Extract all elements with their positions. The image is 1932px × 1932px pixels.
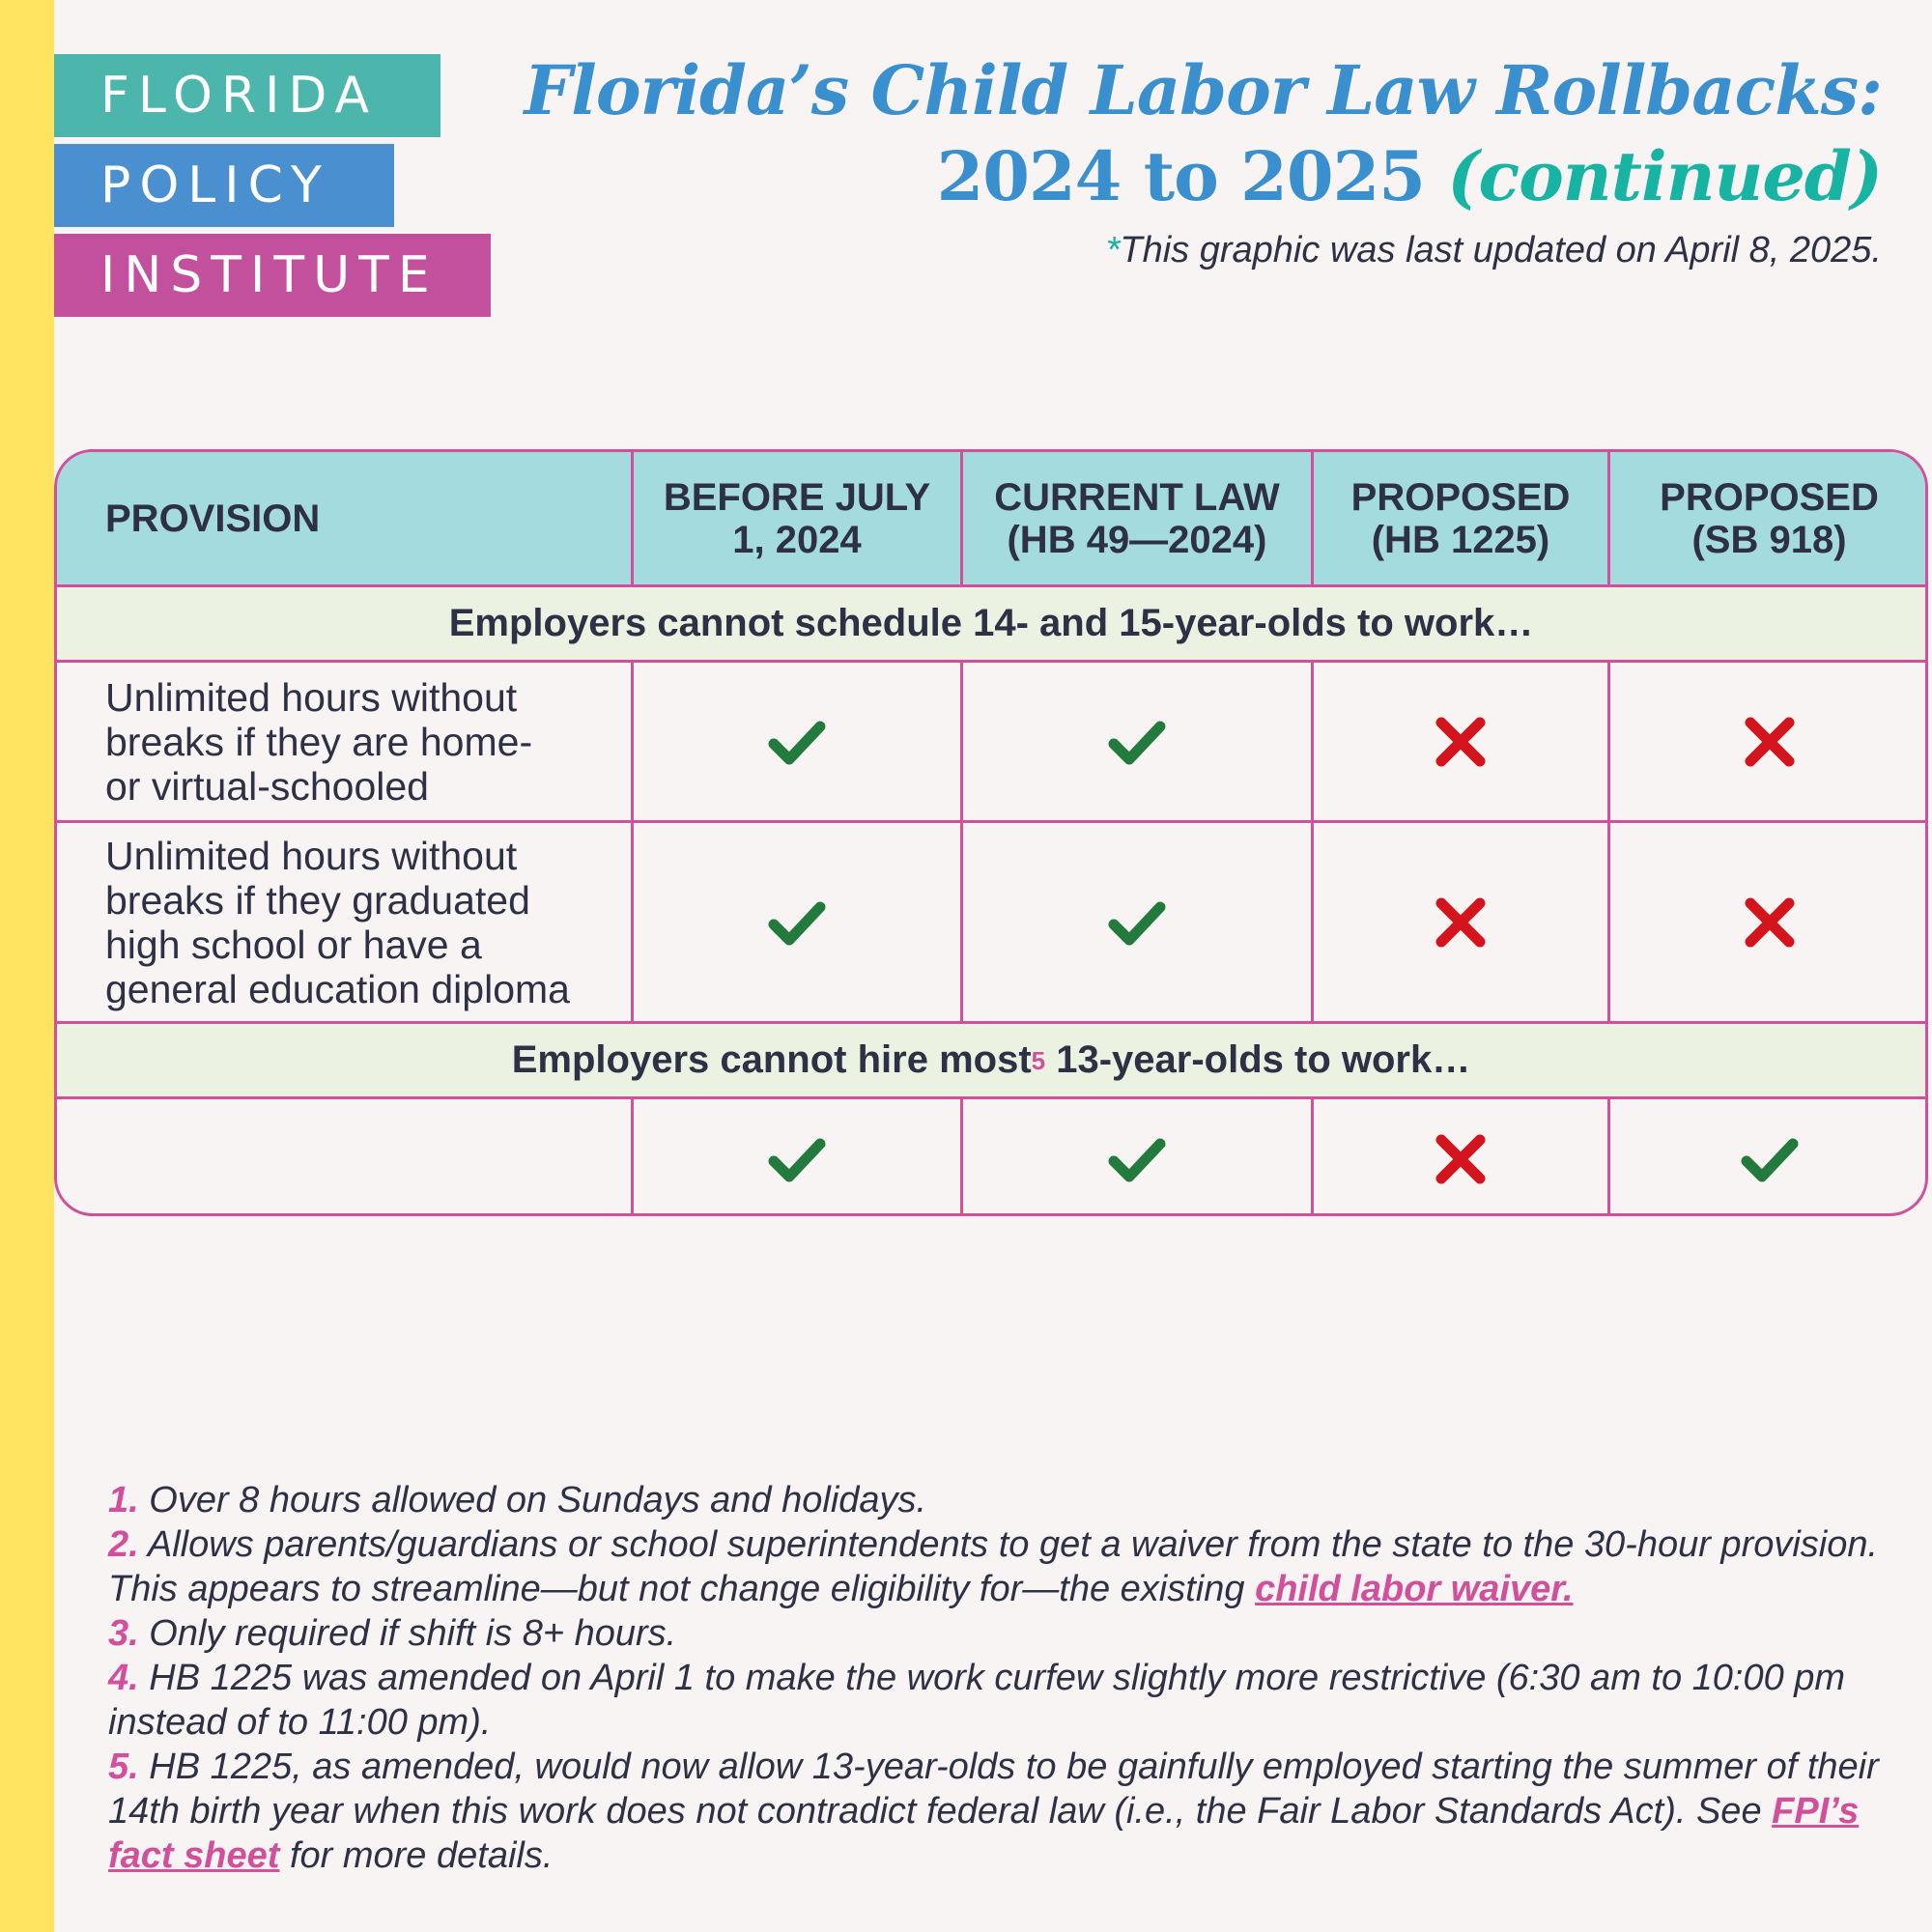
footnote-text: for more details.	[279, 1835, 554, 1876]
last-updated-note	[1106, 230, 1882, 271]
header-before-july-2024	[634, 452, 963, 584]
checkmark-icon	[766, 1128, 828, 1190]
section-text: Employers cannot hire most	[511, 1038, 1032, 1081]
status-cell	[1610, 1099, 1928, 1216]
footnote-text: HB 1225 was amended on April 1 to make the work curfew slightly more restrictive (6:30 am to 10:00 pm instead of to 11:00 pm).	[108, 1658, 1846, 1743]
checkmark-icon	[1739, 1128, 1801, 1190]
footnote-5	[108, 1745, 1886, 1878]
logo-policy: POLICY	[54, 144, 394, 227]
side-accent-bar	[0, 0, 54, 1932]
title-line-2	[525, 133, 1882, 220]
provision-line: breaks if they graduated	[105, 877, 530, 923]
x-mark-icon	[1739, 711, 1801, 773]
status-cell	[1610, 663, 1928, 820]
header-proposed-hb1225	[1314, 452, 1610, 584]
footnote-number: 2.	[108, 1524, 139, 1565]
x-mark-icon	[1430, 711, 1492, 773]
header-line: (SB 918)	[1691, 518, 1847, 561]
provision-line: or virtual-schooled	[105, 763, 429, 809]
status-cell	[1314, 823, 1610, 1021]
status-cell	[963, 823, 1314, 1021]
status-cell	[1314, 663, 1610, 820]
title-years: 2024 to 2025	[936, 136, 1425, 216]
footnote-number: 1.	[108, 1480, 139, 1520]
status-cell	[1610, 823, 1928, 1021]
status-cell	[963, 663, 1314, 820]
footnote-text: Only required if shift is 8+ hours.	[138, 1613, 677, 1654]
provision-line: Unlimited hours without	[105, 833, 518, 878]
section-text: 13-year-olds to work…	[1045, 1038, 1471, 1081]
x-mark-icon	[1430, 1128, 1492, 1190]
provision-line: general education diploma	[105, 966, 570, 1011]
header-provision: PROVISION	[57, 452, 634, 584]
fpi-fact-sheet-link[interactable]: FPI’s fact sheet	[108, 1791, 1860, 1876]
footnote-text: HB 1225, as amended, would now allow 13-year-olds to be gainfully employed starting the summer of their 14th birth year when this work does not contradict federal law (i.e., the Fair Labor Standards Act). See	[108, 1747, 1879, 1832]
header-line: PROPOSED	[1660, 475, 1879, 519]
footnote-4	[108, 1656, 1886, 1745]
page-title	[525, 48, 1882, 220]
provision-line: high school or have a	[105, 922, 482, 967]
status-cell	[963, 1099, 1314, 1216]
provision-line: breaks if they are home-	[105, 719, 533, 764]
header-line: CURRENT LAW	[994, 475, 1280, 519]
footnotes	[108, 1478, 1886, 1878]
section-heading-14-15: Employers cannot schedule 14- and 15-year-olds to work…	[57, 587, 1925, 663]
header-line: (HB 49—2024)	[1007, 518, 1267, 561]
status-cell	[634, 663, 963, 820]
footnote-number: 5.	[108, 1747, 139, 1787]
status-cell	[1314, 1099, 1610, 1216]
asterisk: *	[1105, 230, 1121, 270]
footnote-1	[108, 1478, 1886, 1522]
header-line: PROPOSED	[1350, 475, 1571, 519]
provision-cell	[57, 663, 634, 820]
footnote-3	[108, 1611, 1886, 1656]
logo-institute: INSTITUTE	[54, 234, 491, 317]
x-mark-icon	[1430, 892, 1492, 953]
header-line: BEFORE JULY	[663, 475, 931, 519]
title-line-1: Florida’s Child Labor Law Rollbacks:	[524, 50, 1882, 130]
checkmark-icon	[1106, 711, 1168, 773]
footnote-number: 4.	[108, 1658, 139, 1698]
header-line: (HB 1225)	[1371, 518, 1550, 561]
child-labor-waiver-link[interactable]: child labor waiver.	[1255, 1569, 1574, 1609]
table-header-row	[57, 452, 1925, 587]
provision-cell	[57, 1099, 634, 1216]
comparison-table	[54, 449, 1928, 1216]
logo-florida: FLORIDA	[54, 54, 440, 137]
x-mark-icon	[1739, 892, 1801, 953]
provision-cell	[57, 823, 634, 1021]
header-proposed-sb918	[1610, 452, 1928, 584]
table-row	[57, 1099, 1925, 1216]
checkmark-icon	[1106, 892, 1168, 953]
status-cell	[634, 823, 963, 1021]
header-current-law	[963, 452, 1314, 584]
section-heading-13: Employers cannot hire most 5 13-year-olds to work…	[57, 1024, 1925, 1099]
footnote-text: Allows parents/guardians or school superintendents to get a waiver from the state to the 30-hour provision. This appears to streamline—but not change eligibility for—the existing	[108, 1524, 1879, 1609]
last-updated-text: This graphic was last updated on April 8, 2025.	[1120, 230, 1882, 270]
table-row	[57, 663, 1925, 823]
footnote-number: 3.	[108, 1613, 139, 1654]
table-row	[57, 823, 1925, 1024]
title-continued: (continued)	[1447, 136, 1882, 216]
header-line: 1, 2024	[732, 518, 862, 561]
footnote-text: Over 8 hours allowed on Sundays and holidays.	[138, 1480, 927, 1520]
provision-line: Unlimited hours without	[105, 674, 518, 720]
status-cell	[634, 1099, 963, 1216]
checkmark-icon	[766, 711, 828, 773]
checkmark-icon	[1106, 1128, 1168, 1190]
footnote-2	[108, 1522, 1886, 1611]
checkmark-icon	[766, 892, 828, 953]
